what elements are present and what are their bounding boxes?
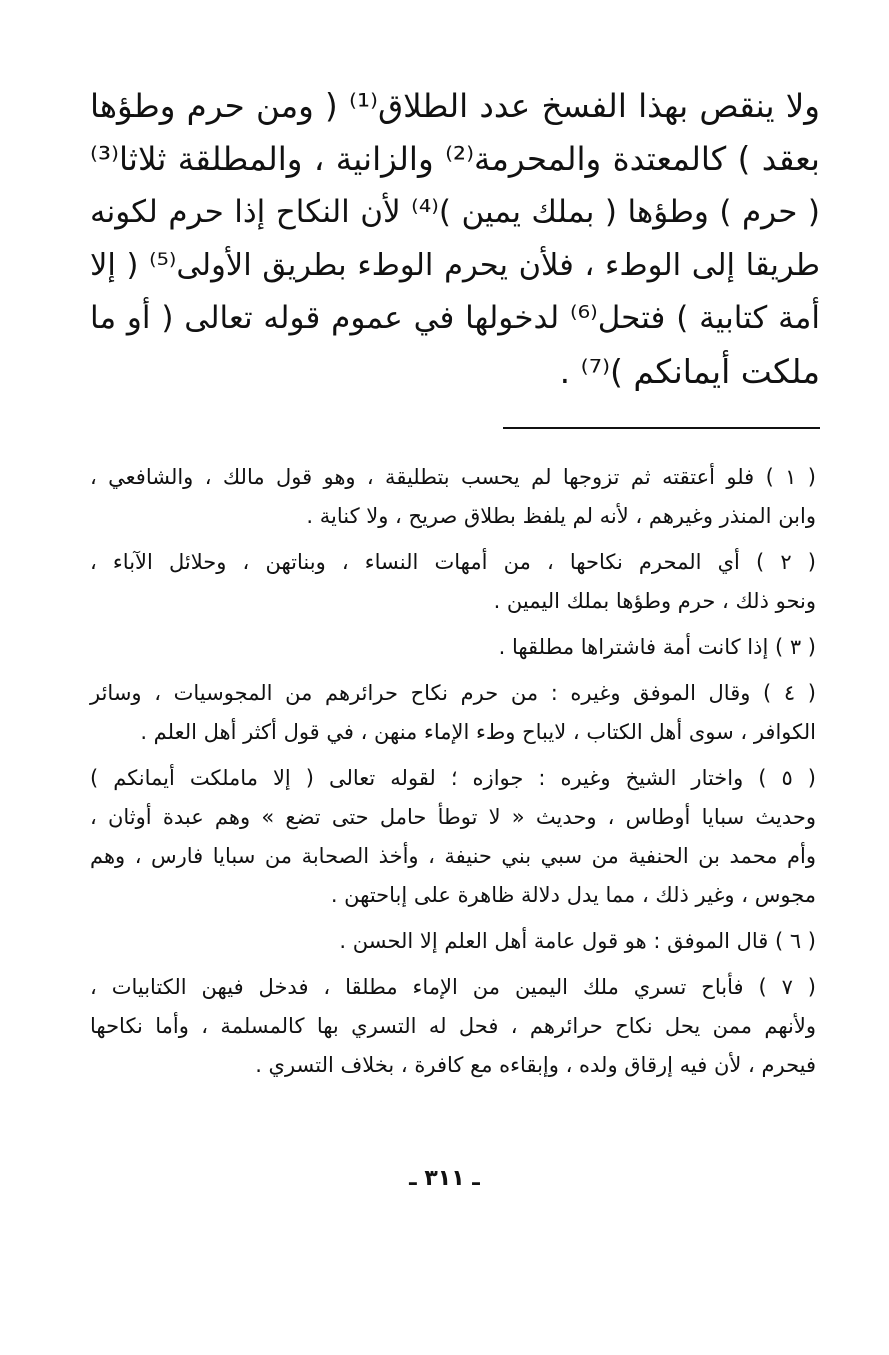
footnote-2 [90,543,816,621]
footnote-line: وأم محمد بن الحنفية من سبي بني حنيفة ، وأخذ الصحابة من سبايا فارس ، وهم [90,844,816,868]
footnote-line: ( ٥ ) واختار الشيخ وغيره : جوازه ؛ لقوله تعالى ( إلا ماملكت أيمانكم ) [90,766,816,790]
footnote-6 [90,922,816,961]
main-text-line: ( حرم ) وطؤها ( بملك يمين )⁽⁴⁾ لأن النكاح إذا حرم لكونه [90,194,821,230]
main-text-line: أمة كتابية ) فتحل⁽⁶⁾ لدخولها في عموم قوله تعالى ( أو ما [90,300,820,336]
footnote-line: الكوافر ، سوى أهل الكتاب ، لايباح وطء الإماء منهن ، في قول أكثر أهل العلم . [140,720,816,744]
footnote-line: وحديث سبايا أوطاس ، وحديث « لا توطأ حامل حتى تضع » وهم عبدة أوثان ، [90,805,816,829]
page-number: ـ ٣١١ ـ [409,1166,480,1191]
footnote-line: وابن المنذر وغيرهم ، لأنه لم يلفظ بطلاق صريح ، ولا كناية . [306,504,816,528]
footnote-line: ( ٢ ) أي المحرم نكاحها ، من أمهات النساء ، وبناتهن ، وحلائل الآباء ، [90,550,816,574]
main-text-block [90,80,820,398]
footnote-7 [90,968,816,1085]
main-text-line: طريقا إلى الوطء ، فلأن يحرم الوطء بطريق الأولى⁽⁵⁾ ( إلا [90,248,820,283]
main-text-line: ولا ينقص بهذا الفسخ عدد الطلاق⁽¹⁾ ( ومن حرم وطؤها [90,87,820,125]
footnote-line: فيحرم ، لأن فيه إرقاق ولده ، وإبقاءه مع كافرة ، بخلاف التسري . [255,1053,816,1077]
footnote-line: ( ٦ ) قال الموفق : هو قول عامة أهل العلم إلا الحسن . [339,929,816,953]
main-text-line: بعقد ) كالمعتدة والمحرمة⁽²⁾ والزانية ، والمطلقة ثلاثا⁽³⁾ [90,140,820,178]
main-text-line: ملكت أيمانكم )⁽⁷⁾ . [559,352,820,391]
footnote-line: ولأنهم ممن يحل نكاح حرائرهم ، فحل له التسري بها كالمسلمة ، وأما نكاحها [90,1014,816,1038]
footnote-line: ونحو ذلك ، حرم وطؤها بملك اليمين . [493,589,816,613]
footnote-line: ( ٧ ) فأباح تسري ملك اليمين من الإماء مطلقا ، فدخل فيهن الكتابيات ، [90,975,817,999]
footnotes-section [90,458,816,1092]
footnote-divider [503,427,820,429]
footnote-5 [90,759,816,915]
footnote-line: مجوس ، وغير ذلك ، مما يدل دلالة ظاهرة على إباحتهن . [330,883,816,907]
footnote-line: ( ١ ) فلو أعتقته ثم تزوجها لم يحسب بتطليقة ، وهو قول مالك ، والشافعي ، [90,465,816,489]
footnote-line: ( ٤ ) وقال الموفق وغيره : من حرم نكاح حرائرهم من المجوسيات ، وسائر [90,681,816,705]
footnote-3 [90,628,816,667]
footnote-line: ( ٣ ) إذا كانت أمة فاشتراها مطلقها . [498,635,816,659]
footnote-1 [90,458,816,536]
footnote-4 [90,674,816,752]
